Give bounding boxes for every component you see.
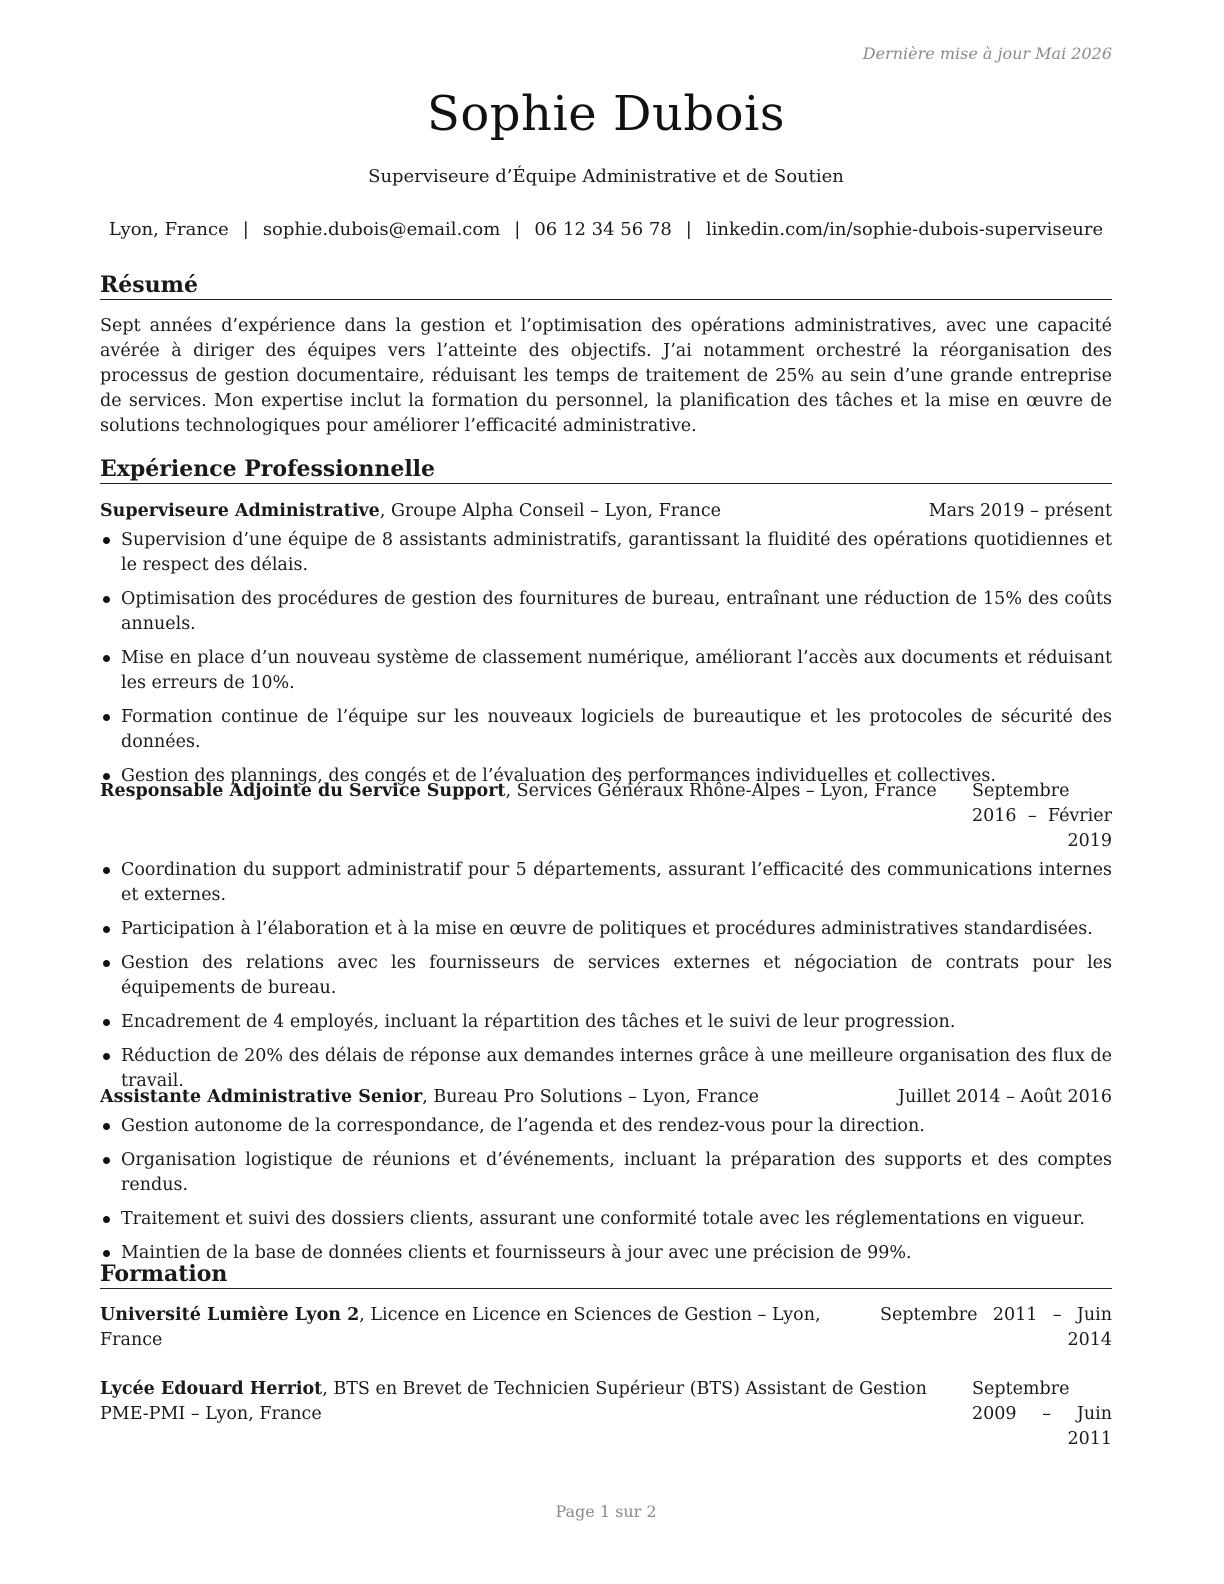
list-item: Optimisation des procédures de gestion des fournitures de bureau, entraînant une réduction de 15% des coûts annuels. [100, 587, 1112, 637]
last-updated: Dernière mise à jour Mai 2026 [862, 44, 1112, 63]
job-company: , Services Généraux Rhône-Alpes – Lyon, France [505, 781, 937, 801]
contact-separator: | [685, 219, 692, 240]
job-header [100, 499, 1112, 524]
education-school: Université Lumière Lyon 2 [100, 1305, 360, 1325]
list-item: Mise en place d’un nouveau système de classement numérique, améliorant l’accès aux documents et réduisant les erreurs de 10%. [100, 646, 1112, 696]
education-detail: , BTS en Brevet de Technicien Supérieur (BTS) Assistant de Gestion PME-PMI – Lyon, France [100, 1379, 927, 1424]
contact-linkedin[interactable]: linkedin.com/in/sophie-dubois-superviseure [705, 219, 1104, 240]
list-item: Gestion des relations avec les fournisseurs de services externes et négociation de contrats pour les équipements de bureau. [100, 951, 1112, 1001]
contact-location: Lyon, France [108, 219, 229, 240]
job-bullets [100, 528, 1112, 789]
resume-page [100, 0, 1112, 1584]
list-item: Participation à l’élaboration et à la mise en œuvre de politiques et procédures administratives standardisées. [100, 917, 1112, 942]
page-number: Page 1 sur 2 [555, 1502, 657, 1521]
contact-phone[interactable]: 06 12 34 56 78 [534, 219, 672, 240]
list-item: Encadrement de 4 employés, incluant la répartition des tâches et le suivi de leur progression. [100, 1010, 1112, 1035]
list-item: Organisation logistique de réunions et d’événements, incluant la préparation des supports et des comptes rendus. [100, 1148, 1112, 1198]
education-dates: Septembre 2009 – Juin 2011 [972, 1379, 1112, 1449]
contact-line [100, 219, 1112, 240]
job-bullets [100, 858, 1112, 1094]
section-title-experience: Expérience Professionnelle [100, 456, 1112, 484]
list-item: Réduction de 20% des délais de réponse aux demandes internes grâce à une meilleure organisation des flux de travail. [100, 1044, 1112, 1094]
job-company: , Groupe Alpha Conseil – Lyon, France [379, 501, 722, 521]
section-title-summary: Résumé [100, 272, 1112, 300]
list-item: Coordination du support administratif pour 5 départements, assurant l’efficacité des communications internes et externes. [100, 858, 1112, 908]
job-dates: Juillet 2014 – Août 2016 [897, 1087, 1112, 1107]
candidate-name: Sophie Dubois [427, 86, 785, 142]
job-header [100, 1085, 1112, 1110]
education-header [100, 1377, 1112, 1452]
education-dates: Septembre 2011 – Juin 2014 [880, 1305, 1112, 1350]
list-item: Traitement et suivi des dossiers clients, assurant une conformité totale avec les réglementations en vigueur. [100, 1207, 1112, 1232]
education-entry [100, 1377, 1112, 1452]
job-entry [100, 779, 1112, 1103]
list-item: Supervision d’une équipe de 8 assistants administratifs, garantissant la fluidité des opérations quotidiennes et le respect des délais. [100, 528, 1112, 578]
education-school: Lycée Edouard Herriot [100, 1379, 323, 1399]
contact-separator: | [514, 219, 521, 240]
job-dates: Mars 2019 – présent [928, 501, 1112, 521]
job-entry [100, 499, 1112, 798]
job-role: Responsable Adjointe du Service Support [100, 781, 506, 801]
job-company: , Bureau Pro Solutions – Lyon, France [422, 1087, 759, 1107]
job-role: Assistante Administrative Senior [100, 1087, 423, 1107]
education-detail: , Licence en Licence en Sciences de Gestion – Lyon, France [100, 1305, 821, 1350]
job-dates: Septembre 2016 – Février 2019 [972, 781, 1112, 851]
contact-separator: | [242, 219, 249, 240]
job-bullets [100, 1114, 1112, 1266]
candidate-tagline: Superviseure d’Équipe Administrative et de Soutien [368, 166, 844, 187]
list-item: Maintien de la base de données clients et fournisseurs à jour avec une précision de 99%. [100, 1241, 1112, 1266]
section-title-education: Formation [100, 1261, 1112, 1289]
list-item: Gestion autonome de la correspondance, de l’agenda et des rendez-vous pour la direction. [100, 1114, 1112, 1139]
education-header [100, 1303, 1112, 1353]
summary-text: Sept années d’expérience dans la gestion et l’optimisation des opérations administratives, avec une capacité avérée à diriger des équipes vers l’atteinte des objectifs. J’ai notamment orchestré la réorganisation des processus de gestion documentaire, réduisant les temps de traitement de 25% au sein d’une grande entreprise de services. Mon expertise inclut la formation du personnel, la planification des tâches et la mise en œuvre de solutions technologiques pour améliorer l’efficacité administrative. [100, 316, 1112, 436]
job-role: Superviseure Administrative [100, 501, 380, 521]
education-entry [100, 1303, 1112, 1353]
job-entry [100, 1085, 1112, 1275]
job-header [100, 779, 1112, 854]
list-item: Gestion des plannings, des congés et de l’évaluation des performances individuelles et collectives. [100, 764, 1112, 789]
list-item: Formation continue de l’équipe sur les nouveaux logiciels de bureautique et les protocoles de sécurité des données. [100, 705, 1112, 755]
contact-email[interactable]: sophie.dubois@email.com [262, 219, 501, 240]
